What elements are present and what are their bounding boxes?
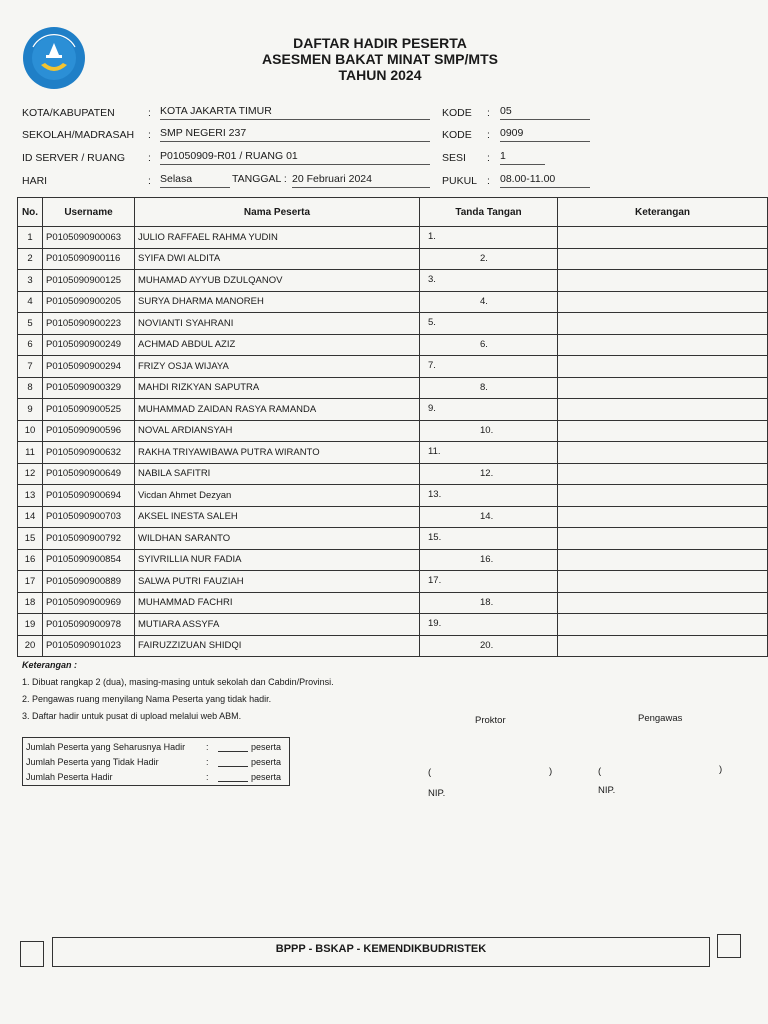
row-username: P0105090900703: [43, 506, 135, 528]
summary-label: Jumlah Peserta Hadir: [26, 771, 113, 782]
signature-number: 2.: [480, 252, 488, 264]
summary-row-absent: [26, 754, 286, 769]
table-row: [18, 377, 768, 399]
signature-number: 18.: [480, 596, 494, 608]
signature-number: 3.: [428, 274, 436, 285]
row-keterangan: [558, 334, 768, 356]
row-keterangan: [558, 420, 768, 442]
kode1-value: 05: [500, 105, 590, 120]
row-tanda-tangan: [420, 485, 558, 507]
table-row: [18, 549, 768, 571]
row-username: P0105090900125: [43, 270, 135, 292]
row-keterangan: [558, 227, 768, 249]
summary-colon: :: [206, 771, 209, 782]
row-keterangan: [558, 506, 768, 528]
row-keterangan: [558, 528, 768, 550]
row-username: P0105090900632: [43, 442, 135, 464]
table-row: [18, 571, 768, 593]
table-row: [18, 635, 768, 657]
row-number: 2: [18, 248, 43, 270]
row-tanda-tangan: [420, 420, 558, 442]
sesi-label: SESI: [442, 152, 466, 164]
row-keterangan: [558, 313, 768, 335]
row-username: P0105090900223: [43, 313, 135, 335]
row-username: P0105090900694: [43, 485, 135, 507]
signature-number: 7.: [428, 360, 436, 371]
row-tanda-tangan: [420, 506, 558, 528]
row-number: 5: [18, 313, 43, 335]
row-keterangan: [558, 571, 768, 593]
signature-number: 8.: [480, 381, 488, 393]
signature-number: 6.: [480, 338, 488, 350]
row-username: P0105090901023: [43, 635, 135, 657]
row-nama-peserta: ACHMAD ABDUL AZIZ: [135, 334, 420, 356]
hari-value: Selasa: [160, 173, 230, 188]
footer-right-box: [717, 934, 741, 958]
sesi-colon: :: [487, 152, 490, 164]
pukul-label: PUKUL: [442, 175, 478, 187]
row-tanda-tangan: [420, 270, 558, 292]
sekolah-label: SEKOLAH/MADRASAH: [22, 129, 135, 141]
summary-colon: :: [206, 756, 209, 767]
row-number: 14: [18, 506, 43, 528]
pukul-colon: :: [487, 175, 490, 187]
table-row: [18, 227, 768, 249]
tanggal-value: 20 Februari 2024: [292, 173, 430, 188]
table-row: [18, 506, 768, 528]
table-row: [18, 399, 768, 421]
note-item: 3. Daftar hadir untuk pusat di upload melalui web ABM.: [22, 711, 242, 721]
header-keterangan: Keterangan: [558, 198, 768, 227]
summary-blank: [218, 742, 248, 752]
row-tanda-tangan: [420, 463, 558, 485]
row-tanda-tangan: [420, 313, 558, 335]
row-username: P0105090900889: [43, 571, 135, 593]
summary-blank: [218, 757, 248, 767]
row-tanda-tangan: [420, 334, 558, 356]
table-row: [18, 442, 768, 464]
document-title-line-3: TAHUN 2024: [338, 67, 422, 83]
row-number: 17: [18, 571, 43, 593]
pengawas-nip: NIP.: [598, 785, 616, 796]
row-username: P0105090900978: [43, 614, 135, 636]
row-number: 1: [18, 227, 43, 249]
row-username: P0105090900294: [43, 356, 135, 378]
row-number: 20: [18, 635, 43, 657]
kota-value: KOTA JAKARTA TIMUR: [160, 105, 430, 120]
row-number: 16: [18, 549, 43, 571]
row-tanda-tangan: [420, 549, 558, 571]
row-nama-peserta: JULIO RAFFAEL RAHMA YUDIN: [135, 227, 420, 249]
note-item: 2. Pengawas ruang menyilang Nama Peserta yang tidak hadir.: [22, 694, 272, 704]
table-row: [18, 356, 768, 378]
row-keterangan: [558, 614, 768, 636]
server-label: ID SERVER / RUANG: [22, 152, 126, 164]
row-tanda-tangan: [420, 377, 558, 399]
summary-label: Jumlah Peserta yang Seharusnya Hadir: [26, 741, 186, 752]
sekolah-value: SMP NEGERI 237: [160, 127, 430, 142]
row-tanda-tangan: [420, 227, 558, 249]
signature-number: 11.: [428, 446, 441, 457]
attendance-summary-box: [22, 737, 290, 786]
signature-number: 17.: [428, 575, 442, 586]
summary-label: Jumlah Peserta yang Tidak Hadir: [26, 756, 159, 767]
proktor-nip: NIP.: [428, 788, 446, 799]
row-keterangan: [558, 377, 768, 399]
row-tanda-tangan: [420, 592, 558, 614]
summary-unit: peserta: [251, 771, 282, 782]
summary-blank: [218, 772, 248, 782]
row-tanda-tangan: [420, 291, 558, 313]
row-tanda-tangan: [420, 248, 558, 270]
row-number: 15: [18, 528, 43, 550]
row-nama-peserta: NABILA SAFITRI: [135, 463, 420, 485]
row-nama-peserta: FRIZY OSJA WIJAYA: [135, 356, 420, 378]
document-title-line-2: ASESMEN BAKAT MINAT SMP/MTS: [262, 51, 498, 67]
row-username: P0105090900249: [43, 334, 135, 356]
row-keterangan: [558, 463, 768, 485]
kota-label: KOTA/KABUPATEN: [22, 107, 115, 119]
hari-label: HARI: [22, 175, 48, 187]
header-nama-peserta: Nama Peserta: [135, 198, 420, 227]
summary-colon: :: [206, 741, 209, 752]
row-nama-peserta: SALWA PUTRI FAUZIAH: [135, 571, 420, 593]
row-number: 12: [18, 463, 43, 485]
row-tanda-tangan: [420, 399, 558, 421]
table-row: [18, 614, 768, 636]
table-row: [18, 528, 768, 550]
header-username: Username: [43, 198, 135, 227]
tanggal-label: TANGGAL :: [232, 173, 287, 185]
signature-number: 19.: [428, 618, 442, 629]
row-nama-peserta: FAIRUZZIZUAN SHIDQI: [135, 635, 420, 657]
signature-number: 16.: [480, 553, 494, 565]
row-username: P0105090900329: [43, 377, 135, 399]
row-nama-peserta: NOVAL ARDIANSYAH: [135, 420, 420, 442]
footer-banner: BPPP - BSKAP - KEMENDIKBUDRISTEK: [52, 937, 710, 967]
table-row: [18, 313, 768, 335]
summary-row-present: [26, 769, 286, 784]
table-row: [18, 485, 768, 507]
signature-number: 9.: [428, 403, 436, 414]
table-row: [18, 248, 768, 270]
row-keterangan: [558, 399, 768, 421]
signature-number: 10.: [480, 424, 494, 436]
header-tanda-tangan: Tanda Tangan: [420, 198, 558, 227]
signature-number: 15.: [428, 532, 442, 543]
row-username: P0105090900792: [43, 528, 135, 550]
server-colon: :: [148, 152, 151, 164]
signature-number: 14.: [480, 510, 494, 522]
pengawas-label: Pengawas: [638, 713, 683, 724]
sesi-value: 1: [500, 150, 545, 165]
row-number: 3: [18, 270, 43, 292]
kode2-colon: :: [487, 129, 490, 141]
row-number: 11: [18, 442, 43, 464]
row-tanda-tangan: [420, 635, 558, 657]
signature-number: 13.: [428, 489, 442, 500]
kode2-label: KODE: [442, 129, 472, 141]
note-item: 1. Dibuat rangkap 2 (dua), masing-masing untuk sekolah dan Cabdin/Provinsi.: [22, 677, 334, 687]
row-username: P0105090900525: [43, 399, 135, 421]
row-nama-peserta: SYIFA DWI ALDITA: [135, 248, 420, 270]
signature-number: 1.: [428, 231, 436, 242]
pengawas-paren-close: ): [719, 764, 723, 775]
row-username: P0105090900596: [43, 420, 135, 442]
row-keterangan: [558, 291, 768, 313]
row-tanda-tangan: [420, 614, 558, 636]
row-nama-peserta: AKSEL INESTA SALEH: [135, 506, 420, 528]
row-nama-peserta: SURYA DHARMA MANOREH: [135, 291, 420, 313]
kode1-label: KODE: [442, 107, 472, 119]
document-title-line-1: DAFTAR HADIR PESERTA: [293, 35, 467, 51]
row-keterangan: [558, 635, 768, 657]
row-keterangan: [558, 270, 768, 292]
row-number: 4: [18, 291, 43, 313]
row-username: P0105090900854: [43, 549, 135, 571]
proktor-paren-close: ): [549, 766, 553, 777]
row-number: 19: [18, 614, 43, 636]
row-nama-peserta: SYIVRILLIA NUR FADIA: [135, 549, 420, 571]
signature-number: 5.: [428, 317, 436, 328]
row-number: 7: [18, 356, 43, 378]
pukul-value: 08.00-11.00: [500, 173, 590, 188]
row-keterangan: [558, 549, 768, 571]
row-nama-peserta: MAHDI RIZKYAN SAPUTRA: [135, 377, 420, 399]
row-number: 13: [18, 485, 43, 507]
table-row: [18, 291, 768, 313]
table-row: [18, 270, 768, 292]
row-keterangan: [558, 248, 768, 270]
row-nama-peserta: MUTIARA ASSYFA: [135, 614, 420, 636]
row-username: P0105090900063: [43, 227, 135, 249]
row-username: P0105090900205: [43, 291, 135, 313]
row-tanda-tangan: [420, 356, 558, 378]
row-nama-peserta: MUHAMMAD FACHRI: [135, 592, 420, 614]
signature-number: 20.: [480, 639, 494, 651]
proktor-label: Proktor: [475, 715, 506, 726]
server-value: P01050909-R01 / RUANG 01: [160, 150, 430, 165]
kode1-colon: :: [487, 107, 490, 119]
row-keterangan: [558, 485, 768, 507]
signature-number: 4.: [480, 295, 488, 307]
row-number: 18: [18, 592, 43, 614]
row-username: P0105090900969: [43, 592, 135, 614]
signature-number: 12.: [480, 467, 494, 479]
kota-colon: :: [148, 107, 151, 119]
footer-left-box: [20, 941, 44, 967]
table-row: [18, 334, 768, 356]
summary-unit: peserta: [251, 741, 282, 752]
summary-unit: peserta: [251, 756, 282, 767]
row-nama-peserta: WILDHAN SARANTO: [135, 528, 420, 550]
row-nama-peserta: MUHAMMAD ZAIDAN RASYA RAMANDA: [135, 399, 420, 421]
row-keterangan: [558, 442, 768, 464]
row-keterangan: [558, 592, 768, 614]
row-keterangan: [558, 356, 768, 378]
proktor-paren-open: (: [428, 767, 432, 778]
notes-section: [22, 657, 334, 725]
notes-title: Keterangan :: [22, 660, 78, 670]
tut-wuri-handayani-logo: [21, 25, 87, 91]
pengawas-paren-open: (: [598, 766, 602, 777]
row-nama-peserta: NOVIANTI SYAHRANI: [135, 313, 420, 335]
kode2-value: 0909: [500, 127, 590, 142]
sekolah-colon: :: [148, 129, 151, 141]
row-nama-peserta: Vicdan Ahmet Dezyan: [135, 485, 420, 507]
header-no: No.: [18, 198, 43, 227]
row-tanda-tangan: [420, 442, 558, 464]
table-row: [18, 463, 768, 485]
table-row: [18, 420, 768, 442]
row-number: 10: [18, 420, 43, 442]
row-nama-peserta: RAKHA TRIYAWIBAWA PUTRA WIRANTO: [135, 442, 420, 464]
row-nama-peserta: MUHAMAD AYYUB DZULQANOV: [135, 270, 420, 292]
row-username: P0105090900649: [43, 463, 135, 485]
hari-colon: :: [148, 175, 151, 187]
row-tanda-tangan: [420, 528, 558, 550]
table-row: [18, 592, 768, 614]
row-number: 6: [18, 334, 43, 356]
summary-row-expected: [26, 739, 286, 754]
attendance-table: [17, 197, 768, 657]
row-username: P0105090900116: [43, 248, 135, 270]
row-number: 9: [18, 399, 43, 421]
table-header-row: [18, 198, 768, 227]
row-tanda-tangan: [420, 571, 558, 593]
row-number: 8: [18, 377, 43, 399]
